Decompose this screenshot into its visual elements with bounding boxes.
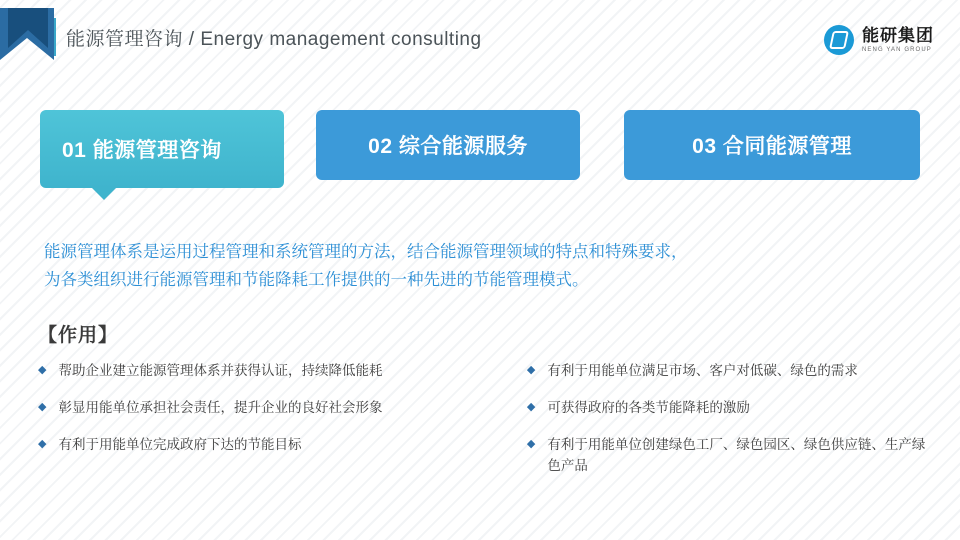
page-title: 能源管理咨询 / Energy management consulting <box>66 29 482 50</box>
header-divider <box>54 18 56 56</box>
tab-integrated-energy-service[interactable]: 02 综合能源服务 <box>316 110 580 180</box>
tab-energy-performance-contracting[interactable]: 03 合同能源管理 <box>624 110 920 180</box>
bullet-column-right <box>497 360 928 492</box>
diamond-bullet-icon: ◆ <box>38 364 47 376</box>
logo-text <box>862 27 934 53</box>
list-item <box>38 434 487 455</box>
list-item-label: 帮助企业建立能源管理体系并获得认证，持续降低能耗 <box>58 363 383 378</box>
list-item <box>38 360 487 381</box>
diamond-bullet-icon: ◆ <box>526 438 536 450</box>
list-item-label: 有利于用能单位满足市场、客户对低碳、绿色的需求 <box>547 363 858 378</box>
logo-name-en: NENG YAN GROUP <box>862 47 932 53</box>
list-item <box>527 434 928 476</box>
tab-energy-management-consulting[interactable]: 01 能源管理咨询 <box>40 110 284 188</box>
slide-header <box>0 0 960 78</box>
bullet-columns <box>38 360 928 492</box>
section-heading-function: 【作用】 <box>38 325 119 346</box>
bullet-column-left <box>38 360 487 492</box>
list-item <box>527 397 928 418</box>
circle-n-logo-icon <box>824 25 854 55</box>
tab-bar <box>40 110 920 194</box>
diamond-bullet-icon: ◆ <box>38 401 47 413</box>
diamond-bullet-icon: ◆ <box>526 401 536 413</box>
list-item <box>38 397 487 418</box>
list-item-label: 彰显用能单位承担社会责任，提升企业的良好社会形象 <box>58 400 383 415</box>
intro-line-2: 为各类组织进行能源管理和节能降耗工作提供的一种先进的节能管理模式。 <box>44 271 589 289</box>
intro-paragraph <box>44 238 914 294</box>
list-item-label: 有利于用能单位创建绿色工厂、绿色园区、绿色供应链、生产绿色产品 <box>547 437 926 473</box>
list-item-label: 有利于用能单位完成政府下达的节能目标 <box>58 437 302 452</box>
list-item-label: 可获得政府的各类节能降耗的激励 <box>547 400 750 415</box>
diamond-bullet-icon: ◆ <box>38 438 47 450</box>
list-item <box>527 360 928 381</box>
intro-line-1: 能源管理体系是运用过程管理和系统管理的方法，结合能源管理领域的特点和特殊要求， <box>44 243 688 261</box>
company-logo <box>824 22 934 58</box>
ribbon-flag-icon <box>0 8 56 64</box>
logo-name-cn: 能研集团 <box>862 26 934 45</box>
diamond-bullet-icon: ◆ <box>526 364 536 376</box>
